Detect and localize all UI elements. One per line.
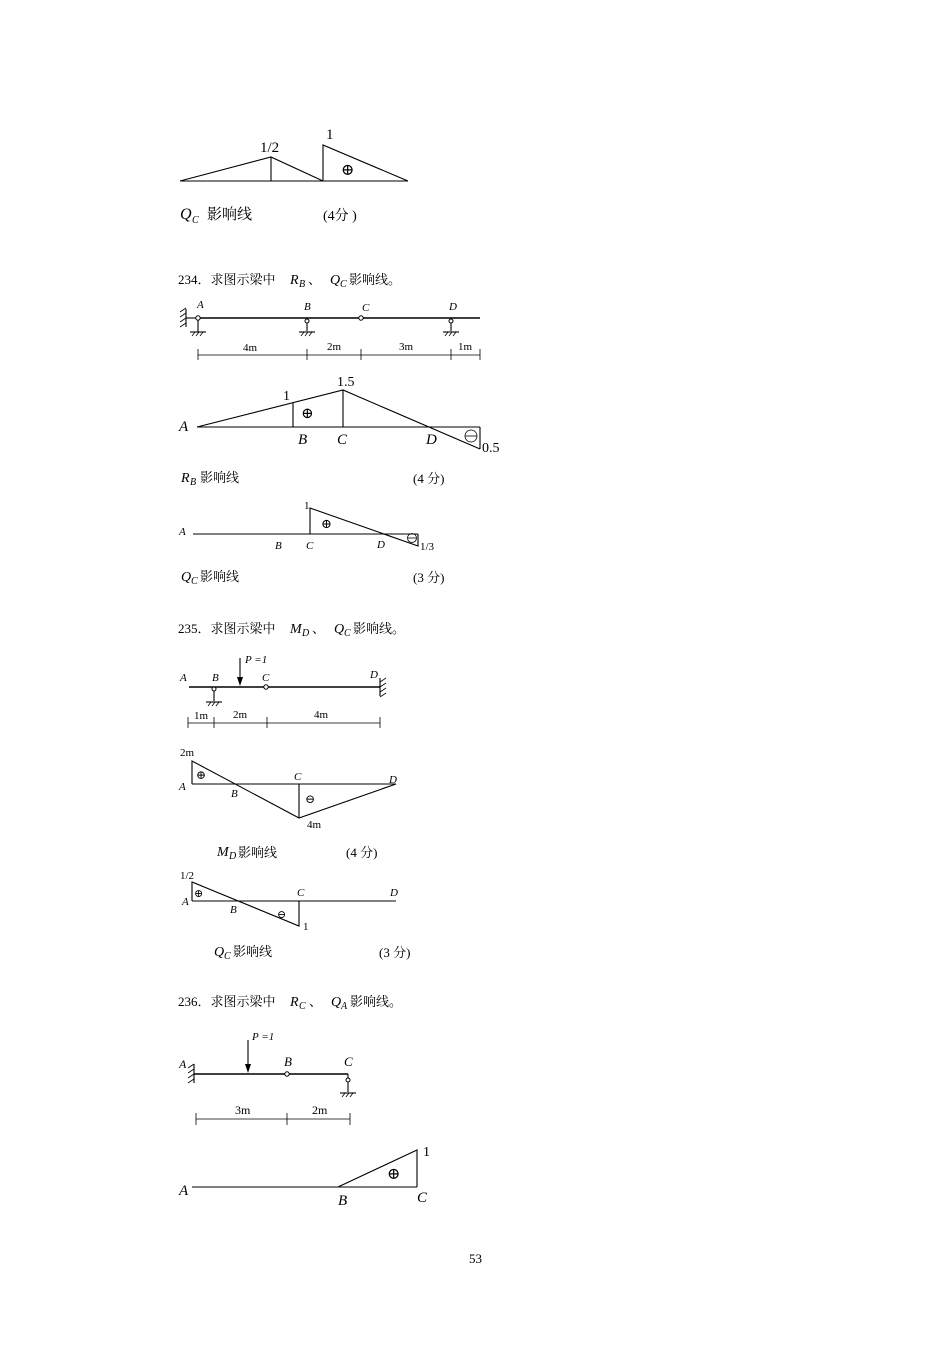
p236-rc-label-c: C — [417, 1190, 428, 1206]
p235-qc-caption-v: Q — [214, 945, 225, 960]
p236-node-b: B — [284, 1054, 292, 1069]
p234-title-v2: Q — [330, 273, 341, 288]
p235-md-plus: ⊕ — [196, 768, 207, 782]
p236-title-v2: Q — [331, 995, 342, 1010]
top-val-half: 1/2 — [260, 140, 280, 156]
p236-rc-diagram — [178, 1145, 430, 1209]
p236-rc-plus: ⊕ — [387, 1166, 401, 1183]
p234-beam — [180, 299, 480, 336]
p235-qc-score: (3 分) — [379, 945, 411, 960]
top-caption-sub: C — [192, 215, 199, 226]
p236-beam — [178, 1031, 356, 1097]
p234-title-v1: R — [290, 273, 299, 288]
p235-md-label-a: A — [179, 781, 186, 793]
p234-qc-label-a: A — [179, 526, 186, 538]
p234-rb-label-c: C — [337, 432, 348, 448]
p236-title-prefix: 236．求图示梁中 — [178, 994, 276, 1009]
p235-md-caption-v: M — [217, 845, 229, 860]
p235-node-c: C — [262, 672, 270, 684]
page-number: 53 — [469, 1251, 482, 1266]
p235-md-label-b: B — [231, 788, 238, 800]
p236-dim-2: 2m — [312, 1103, 328, 1117]
p235-node-b: B — [212, 672, 219, 684]
p234-dim-1: 4m — [243, 342, 258, 354]
p234-qc-val-neg: 1/3 — [420, 541, 435, 553]
p234-rb-label-b: B — [298, 432, 308, 448]
p235-md-val-bot: 4m — [307, 819, 322, 831]
p235-qc-val-bot: 1 — [303, 921, 309, 933]
top-plus-sign: ⊕ — [341, 162, 355, 179]
p234-qc-diagram — [178, 500, 435, 553]
p235-dim-1: 1m — [194, 710, 209, 722]
p235-qc-label-b: B — [230, 904, 237, 916]
p234-qc-caption — [181, 569, 444, 587]
p236-rc-label-a: A — [179, 1183, 189, 1199]
p236-load: P =1 — [252, 1031, 275, 1043]
p235-qc-diagram — [180, 870, 398, 933]
p236-title-sep: 、 — [309, 994, 323, 1009]
p236-node-c: C — [344, 1054, 353, 1069]
p235-qc-caption-sub: C — [224, 951, 231, 962]
p235-dimensions — [188, 709, 380, 728]
p234-qc-label-b: B — [275, 540, 282, 552]
p234-rb-caption — [180, 470, 444, 488]
p235-md-diagram — [178, 747, 397, 831]
p236-rc-val-one: 1 — [423, 1145, 430, 1160]
p234-rb-label-a: A — [179, 419, 189, 435]
p234-rb-val-max: 1.5 — [337, 375, 355, 390]
p235-node-d: D — [370, 669, 378, 681]
p234-rb-val-one: 1 — [283, 389, 290, 404]
p236-title-suffix: 影响线。 — [350, 994, 403, 1009]
p235-qc-label-c: C — [297, 887, 305, 899]
p234-dim-2: 2m — [327, 341, 342, 353]
p234-dim-3: 3m — [399, 341, 414, 353]
top-qc-diagram — [180, 127, 408, 181]
p235-dim-3: 4m — [314, 709, 329, 721]
p235-qc-caption — [214, 944, 410, 962]
p235-title — [178, 621, 405, 639]
top-caption — [180, 206, 357, 226]
p235-node-a: A — [180, 672, 187, 684]
p236-title — [178, 994, 402, 1012]
p234-qc-caption-sub: C — [191, 576, 198, 587]
p234-qc-label-d: D — [377, 539, 385, 551]
p234-title-sep: 、 — [308, 272, 322, 287]
p234-qc-val-one: 1 — [304, 500, 310, 512]
p235-md-caption — [216, 845, 377, 862]
p235-title-sep: 、 — [312, 621, 326, 636]
p235-md-label-c: C — [294, 771, 302, 783]
p235-beam — [179, 654, 386, 706]
p235-qc-val-top: 1/2 — [180, 870, 195, 882]
p235-qc-label-a: A — [182, 896, 189, 908]
p234-rb-caption-sub: B — [190, 477, 197, 488]
p235-title-v1-sub: D — [302, 628, 310, 639]
p235-load: P =1 — [245, 654, 268, 666]
p236-rc-label-b: B — [338, 1193, 348, 1209]
p234-rb-score: (4 分) — [413, 471, 445, 486]
p234-qc-caption-text: 影响线 — [200, 569, 240, 584]
p235-md-caption-text: 影响线 — [238, 845, 278, 860]
p234-qc-caption-v: Q — [181, 570, 192, 585]
p235-qc-caption-text: 影响线 — [233, 944, 273, 959]
p234-node-d: D — [449, 301, 457, 313]
p235-title-v1: M — [290, 622, 302, 637]
p235-md-caption-sub: D — [229, 851, 237, 862]
p234-rb-val-neg: 0.5 — [482, 441, 500, 456]
p235-title-v2: Q — [334, 622, 345, 637]
p234-rb-label-d: D — [426, 432, 437, 448]
p234-rb-caption-v: R — [181, 471, 190, 486]
p235-md-label-d: D — [389, 774, 397, 786]
p234-rb-caption-text: 影响线 — [200, 470, 240, 485]
p235-dim-2: 2m — [233, 709, 248, 721]
p235-md-minus: ⊖ — [305, 792, 316, 806]
p234-node-c: C — [362, 302, 370, 314]
top-caption-text: 影响线 — [207, 207, 253, 223]
p234-dim-4: 1m — [458, 341, 473, 353]
p234-rb-plus: ⊕ — [301, 406, 314, 422]
p235-qc-minus: ⊖ — [277, 909, 287, 921]
p234-qc-score: (3 分) — [413, 570, 445, 585]
p236-node-a: A — [179, 1057, 187, 1071]
p234-title-v1-sub: B — [299, 279, 306, 290]
p236-title-v1: R — [290, 995, 299, 1010]
p235-qc-label-d: D — [390, 887, 398, 899]
p235-md-val-top: 2m — [180, 747, 195, 759]
top-val-one: 1 — [326, 127, 334, 143]
p234-dimensions — [198, 341, 480, 360]
p234-node-a: A — [197, 299, 204, 311]
p234-title-v2-sub: C — [340, 279, 347, 290]
p234-qc-label-c: C — [306, 540, 314, 552]
p235-md-score: (4 分) — [346, 845, 378, 860]
p235-qc-plus: ⊕ — [194, 888, 204, 900]
p236-title-v1-sub: C — [299, 1001, 306, 1012]
p235-title-suffix: 影响线。 — [353, 621, 406, 636]
p234-qc-plus: ⊕ — [321, 516, 332, 531]
p236-title-v2-sub: A — [341, 1001, 348, 1012]
p234-rb-diagram — [178, 375, 500, 456]
top-caption-q: Q — [180, 206, 192, 223]
p235-title-prefix: 235．求图示梁中 — [178, 621, 276, 636]
p236-dimensions — [196, 1103, 350, 1125]
p236-dim-1: 3m — [235, 1103, 251, 1117]
p234-title-prefix: 234．求图示梁中 — [178, 272, 276, 287]
p234-node-b: B — [304, 301, 311, 313]
top-caption-score: (4分 ) — [323, 209, 357, 224]
p234-title — [178, 272, 401, 290]
p235-title-v2-sub: C — [344, 628, 351, 639]
p234-title-suffix: 影响线。 — [349, 272, 402, 287]
